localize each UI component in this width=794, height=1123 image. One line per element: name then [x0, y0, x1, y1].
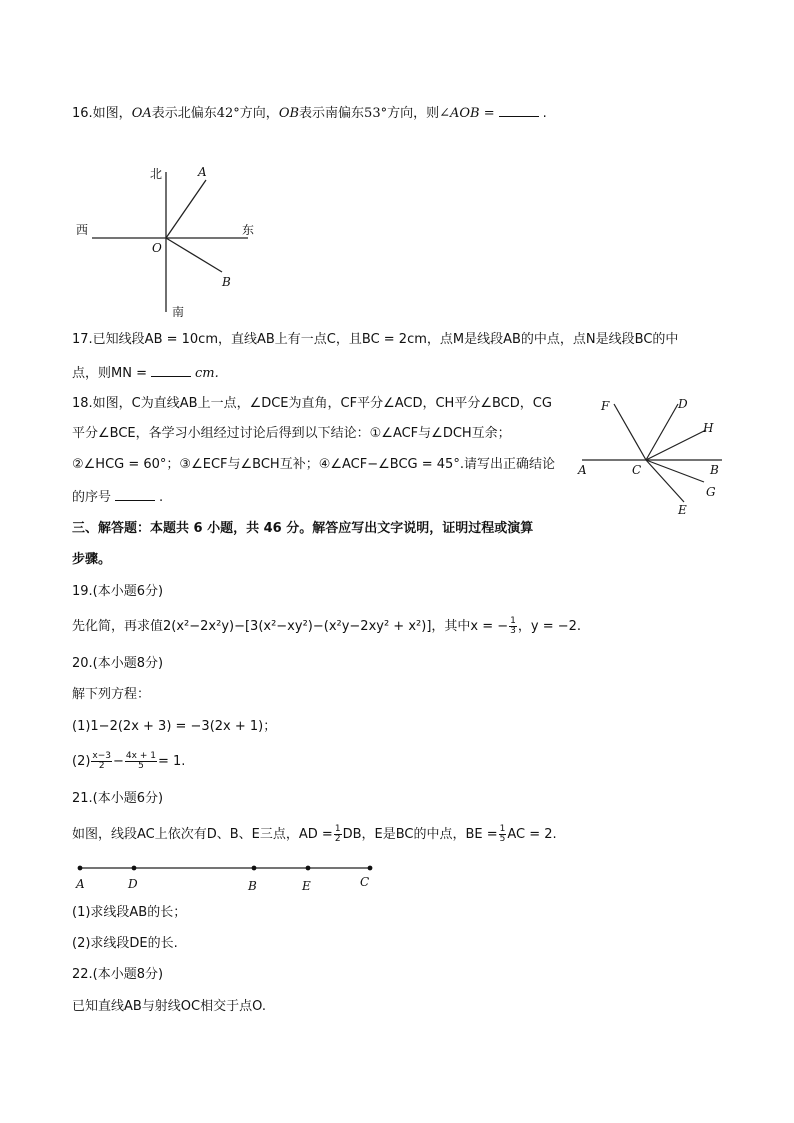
fig18-ray-ce: [646, 460, 684, 502]
fig16-label-west: 西: [76, 223, 89, 237]
fig18-label-b: B: [710, 463, 719, 477]
q20-eq1: (1)1−2(2x + 3) = −3(2x + 1)；: [72, 719, 277, 734]
fig16-label-south: 南: [172, 305, 185, 319]
q21-fraction-1: [334, 825, 342, 844]
fig16-ray-ob: [166, 238, 222, 272]
fig21-point-c: [368, 866, 373, 871]
q19-frac-den: 3: [510, 626, 516, 636]
q17-line2: [72, 364, 219, 383]
q19-header: 19.(本小题6分): [72, 584, 164, 599]
section3-line1: 三、解答题：本题共 6 小题，共 46 分。解答应写出文字说明，证明过程或演算: [72, 521, 534, 536]
fig18-label-g: G: [706, 485, 716, 499]
q17-line2-prefix: 点，则MN =: [72, 366, 147, 381]
q20-fraction-1: [91, 752, 112, 771]
figure-16-compass: [70, 160, 270, 320]
fig21-label-e: E: [302, 879, 311, 893]
q17-unit: cm.: [194, 366, 219, 381]
q20-intro: 解下列方程：: [72, 687, 151, 702]
q21-f2-num: 1: [499, 824, 506, 834]
q20-f2-num: 4x + 1: [125, 751, 156, 761]
q19-body: [72, 617, 581, 636]
q16-angle: ∠AOB =: [439, 106, 495, 121]
q20-header: 20.(本小题8分): [72, 656, 164, 671]
fig21-point-b: [252, 866, 257, 871]
fig18-ray-cg: [646, 460, 704, 482]
fig21-point-a: [78, 866, 83, 871]
q20-f1-den: 2: [98, 761, 105, 771]
q21-body-suffix: AC = 2.: [507, 827, 557, 842]
q21-body-mid: DB，E是BC的中点，BE =: [342, 827, 498, 842]
q16-t4: 方向，则: [387, 106, 440, 121]
q19-fraction: [509, 617, 517, 636]
fig16-ray-oa: [166, 180, 206, 238]
figure-18-angles: [572, 390, 732, 520]
fig21-label-a: A: [76, 877, 85, 891]
q16-oa: OA: [131, 106, 152, 121]
q16-t2: 方向，: [239, 106, 279, 121]
q20-eq2-label: (2): [72, 754, 91, 769]
q17-line1: 17.已知线段AB = 10cm，直线AB上有一点C，且BC = 2cm，点M是线段AB的中点，点N是线段BC的中: [72, 332, 679, 347]
q21-f1-den: 2: [334, 834, 341, 844]
q21-sub1: (1)求线段AB的长；: [72, 905, 187, 920]
fig21-label-d: D: [128, 877, 138, 891]
fig18-label-h: H: [703, 421, 714, 435]
fig16-label-o: O: [152, 241, 162, 255]
q22-header: 22.(本小题8分): [72, 967, 164, 982]
q19-body-suffix: ，y = −2.: [517, 619, 582, 634]
q18-line4-suffix: .: [159, 490, 164, 505]
fig16-label-north: 北: [150, 167, 163, 181]
q16-deg2: 53°: [364, 106, 388, 121]
q18-line4-prefix: 的序号: [72, 490, 112, 505]
fig16-label-a: A: [198, 165, 207, 179]
q16-t1: 表示北偏东: [151, 106, 217, 121]
fig18-label-d: D: [678, 397, 688, 411]
fig16-label-b: B: [222, 275, 231, 289]
fig21-point-d: [132, 866, 137, 871]
fig21-point-e: [306, 866, 311, 871]
q18-line2: 平分∠BCE，各学习小组经过讨论后得到以下结论：①∠ACF与∠DCH互余；: [72, 426, 511, 441]
q17-answer-blank[interactable]: [151, 364, 191, 377]
q21-fraction-2: [499, 825, 507, 844]
q21-header: 21.(本小题6分): [72, 791, 164, 806]
figure-21-segment: [70, 856, 380, 896]
q21-f1-num: 1: [334, 824, 341, 834]
fig18-label-c: C: [632, 463, 642, 477]
q21-f2-den: 5: [499, 834, 506, 844]
q16-t3: 表示南偏东: [299, 106, 365, 121]
fig18-ray-cf: [614, 404, 646, 460]
q16-deg1: 42°: [216, 106, 240, 121]
q16-ob: OB: [278, 106, 300, 121]
q18-answer-blank[interactable]: [115, 488, 155, 501]
q16-text: [72, 104, 547, 123]
fig18-label-a: A: [578, 463, 587, 477]
q18-line1: 18.如图，C为直线AB上一点，∠DCE为直角，CF平分∠ACD，CH平分∠BCD，CG: [72, 396, 552, 411]
q16-end: .: [542, 106, 547, 121]
section3-line2: 步骤。: [72, 552, 112, 567]
q21-body-prefix: 如图，线段AC上依次有D、B、E三点，AD =: [72, 827, 333, 842]
fig21-label-c: C: [360, 875, 370, 889]
q16-answer-blank[interactable]: [499, 104, 539, 117]
q18-line4: [72, 488, 163, 507]
fig21-label-b: B: [248, 879, 257, 893]
q22-body: 已知直线AB与射线OC相交于点O.: [72, 999, 266, 1014]
q21-body: [72, 825, 557, 844]
q20-f1-num: x−3: [92, 751, 112, 761]
fig18-label-f: F: [601, 399, 610, 413]
q16-prefix: 16.如图，: [72, 106, 132, 121]
q21-sub2: (2)求线段DE的长.: [72, 936, 178, 951]
q18-line3: ②∠HCG = 60°；③∠ECF与∠BCH互补；④∠ACF−∠BCG = 45°.请写出正确结论: [72, 457, 555, 472]
q19-frac-num: 1: [510, 616, 516, 626]
q20-minus: −: [113, 754, 124, 769]
q20-fraction-2: [125, 752, 157, 771]
q19-body-prefix: 先化简，再求值2(x²−2x²y)−[3(x²−xy²)−(x²y−2xy² + x²)]，其中x = −: [72, 619, 509, 634]
q20-f2-den: 5: [138, 761, 144, 771]
q20-eq2-tail: = 1.: [157, 754, 186, 769]
q20-eq2: [72, 752, 185, 771]
fig16-label-east: 东: [242, 223, 255, 237]
fig18-label-e: E: [678, 503, 687, 517]
